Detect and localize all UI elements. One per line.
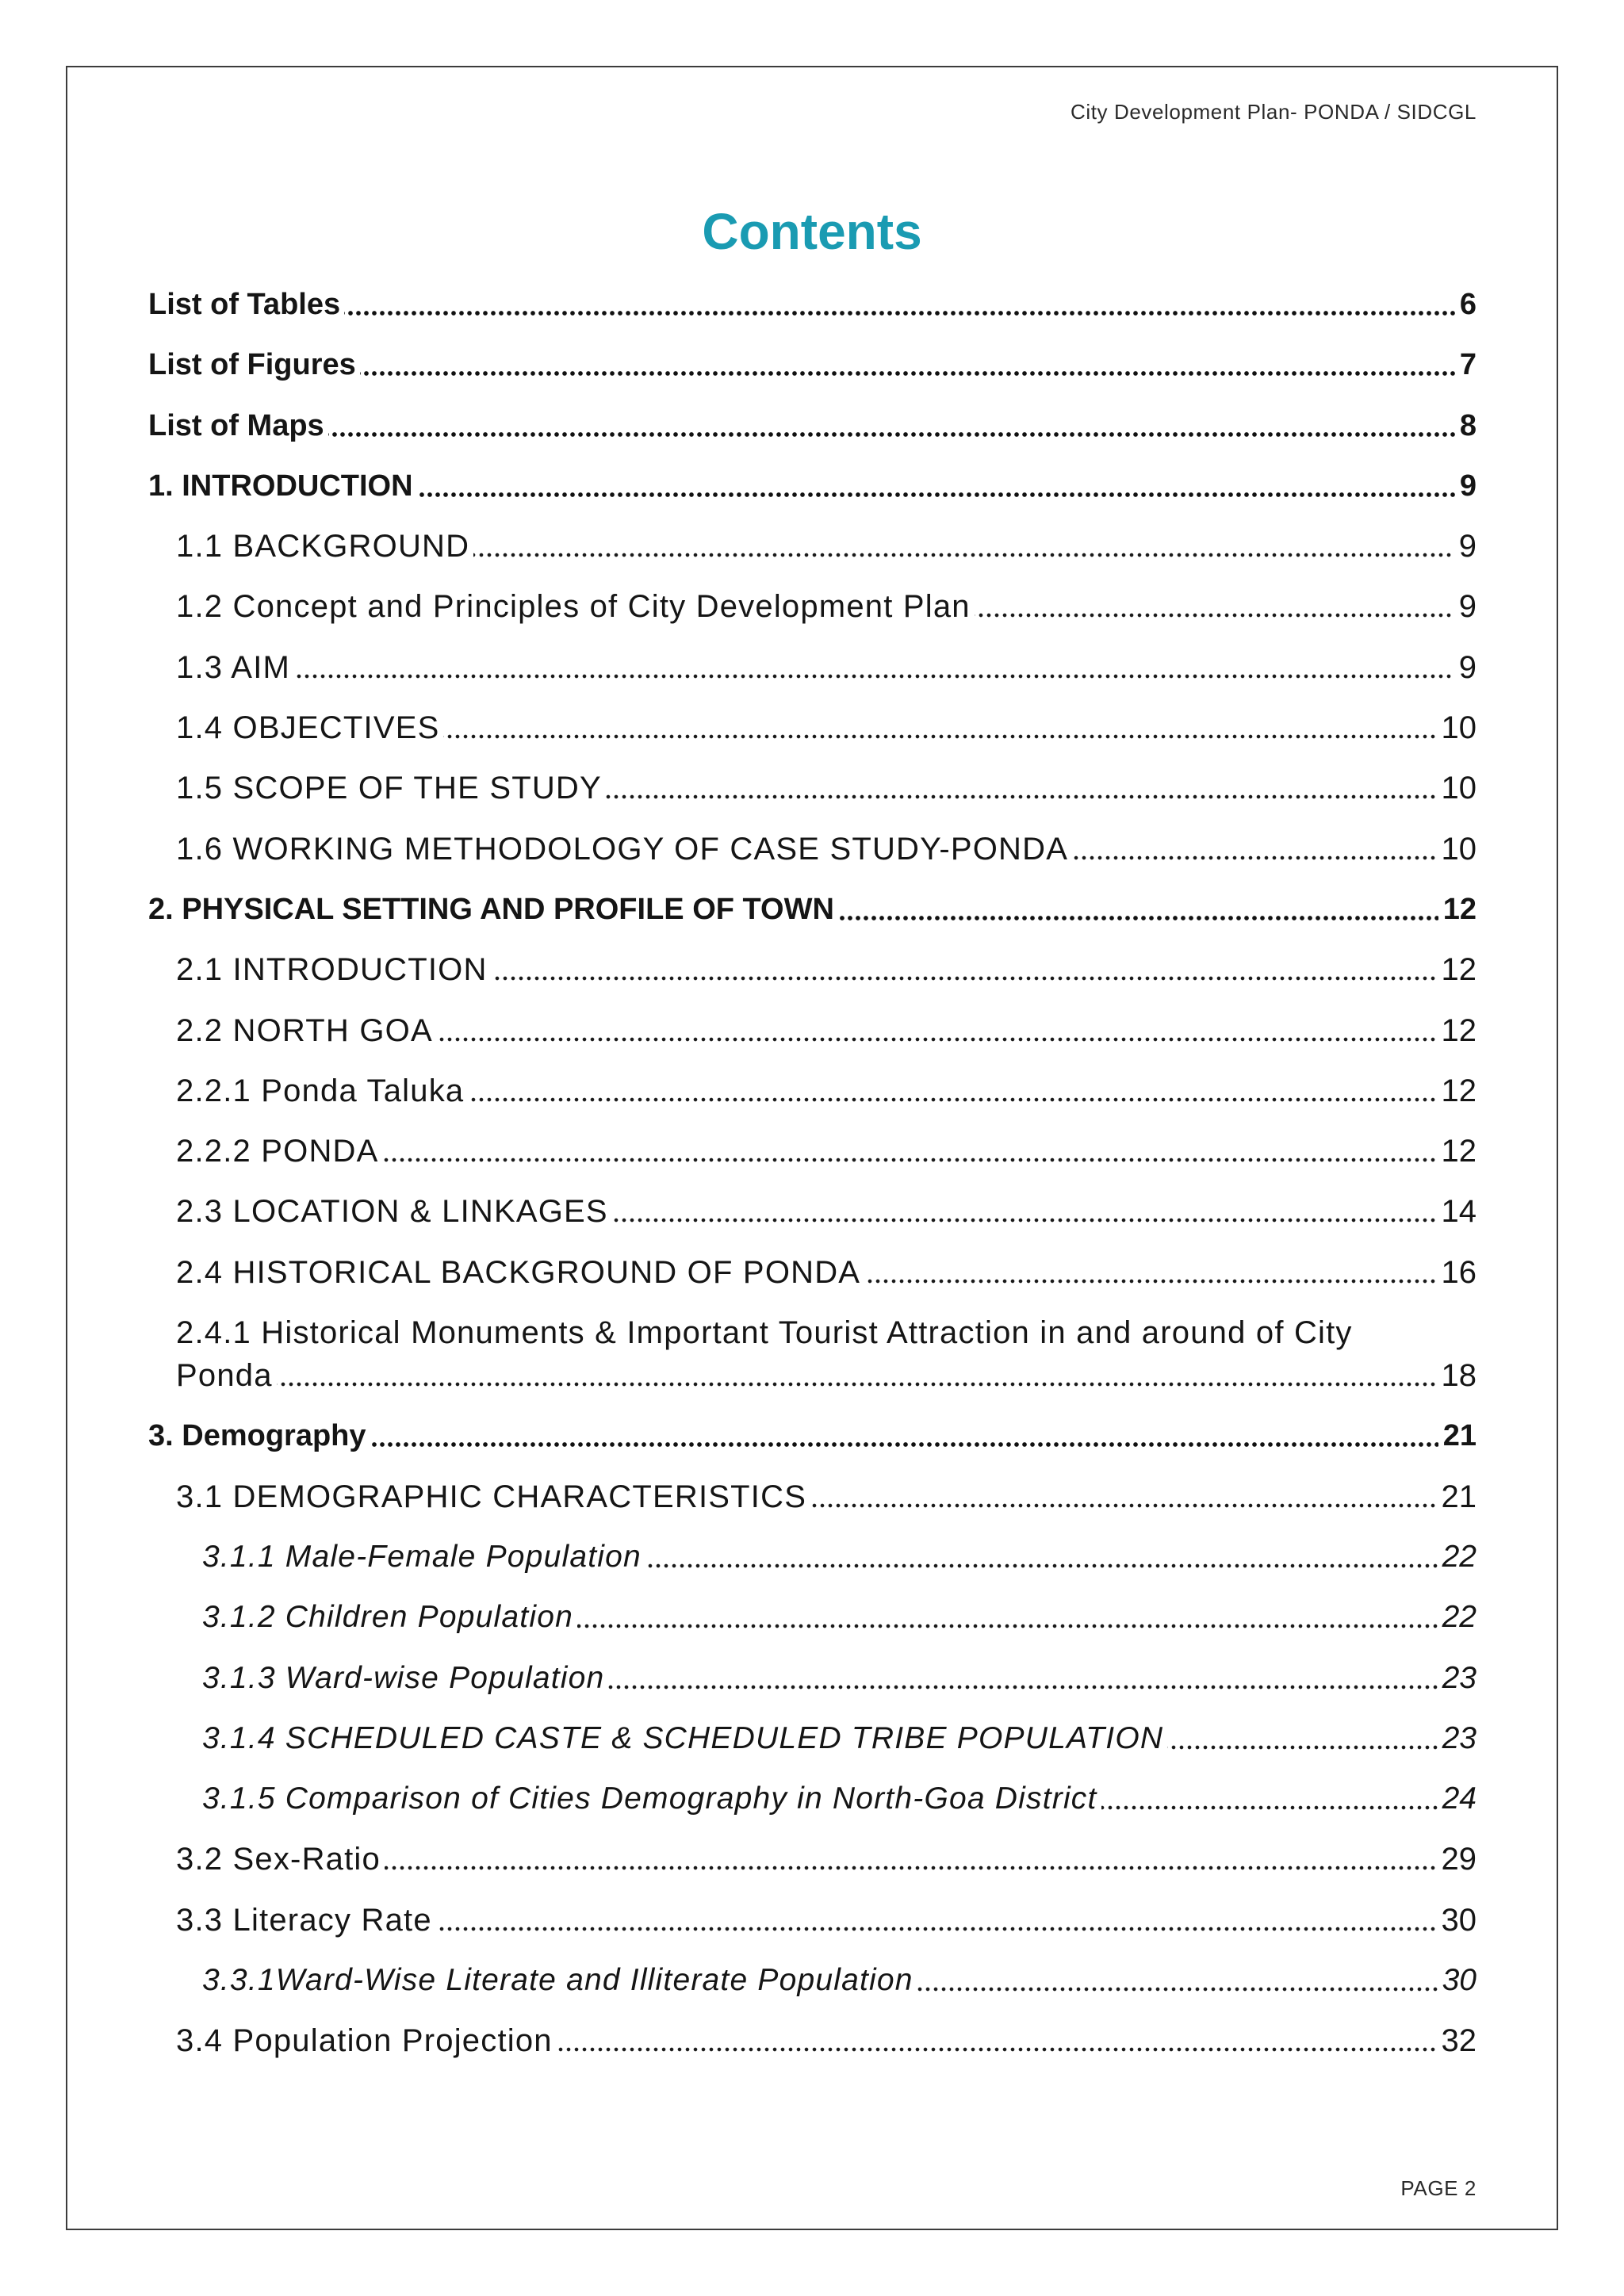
toc-entry[interactable] — [202, 1536, 1477, 1578]
toc-entry-label: 2. PHYSICAL SETTING AND PROFILE OF TOWN — [148, 893, 838, 926]
toc-entry-page: 8 — [1455, 404, 1477, 447]
toc-entry-label: 3.4 Population Projection — [176, 2023, 557, 2058]
toc-entry-label: List of Maps — [148, 409, 328, 442]
toc-entry-page: 7 — [1455, 343, 1477, 386]
toc-entry-label: 3.3.1Ward-Wise Literate and Illiterate Population — [202, 1963, 917, 1997]
toc-entry-label: 3.1.2 Children Population — [202, 1600, 577, 1634]
toc-entry[interactable] — [176, 828, 1477, 871]
toc-entry-label: 3.1.5 Comparison of Cities Demography in North-Goa District — [202, 1781, 1101, 1816]
toc-entry-page: 10 — [1437, 706, 1477, 749]
toc-entry-page: 21 — [1437, 1475, 1477, 1518]
toc-entry[interactable] — [176, 706, 1477, 749]
toc-entry-page: 16 — [1437, 1251, 1477, 1294]
toc-entry-page: 12 — [1437, 1009, 1477, 1052]
toc-entry[interactable] — [176, 767, 1477, 809]
toc-entry[interactable] — [202, 1596, 1477, 1639]
toc-entry-page: 6 — [1455, 283, 1477, 326]
toc-entry-label: 1.3 AIM — [176, 650, 294, 685]
toc-entry-label: 1.6 WORKING METHODOLOGY OF CASE STUDY-PONDA — [176, 832, 1072, 867]
toc-entry-label: 2.4 HISTORICAL BACKGROUND OF PONDA — [176, 1255, 864, 1290]
toc-entry-label: 2.3 LOCATION & LINKAGES — [176, 1194, 612, 1229]
toc-entry-label: 1.1 BACKGROUND — [176, 529, 473, 564]
toc-entry-label: 1. INTRODUCTION — [148, 469, 417, 503]
toc-entry[interactable] — [176, 1130, 1477, 1173]
toc-entry-page: 9 — [1455, 465, 1477, 507]
toc-entry-label: 3. Demography — [148, 1419, 370, 1452]
toc-entry[interactable] — [176, 1311, 1477, 1397]
toc-entry[interactable] — [148, 1414, 1477, 1457]
toc-entry[interactable] — [176, 1009, 1477, 1052]
toc-entry[interactable] — [148, 465, 1477, 507]
table-of-contents — [148, 283, 1477, 2080]
toc-entry[interactable] — [176, 1475, 1477, 1518]
toc-entry-label: List of Tables — [148, 288, 344, 321]
toc-entry[interactable] — [176, 1190, 1477, 1233]
toc-entry-page: 30 — [1438, 1959, 1477, 2002]
toc-entry-label: List of Figures — [148, 348, 360, 381]
toc-entry-label: 3.1.1 Male-Female Population — [202, 1540, 645, 1574]
toc-entry[interactable] — [176, 525, 1477, 568]
toc-entry-page: 12 — [1437, 1070, 1477, 1112]
toc-entry-page: 9 — [1454, 646, 1477, 689]
toc-entry[interactable] — [202, 1717, 1477, 1760]
toc-entry[interactable] — [176, 1838, 1477, 1881]
toc-entry-label: 2.1 INTRODUCTION — [176, 952, 492, 987]
toc-entry[interactable] — [148, 888, 1477, 931]
toc-entry-page: 18 — [1437, 1354, 1477, 1397]
toc-entry-label: 2.2.2 PONDA — [176, 1134, 383, 1169]
toc-entry-label: 3.3 Literacy Rate — [176, 1903, 436, 1938]
toc-entry-page: 32 — [1437, 2019, 1477, 2062]
toc-entry-label: 3.1.3 Ward-wise Population — [202, 1661, 608, 1695]
toc-entry-page: 10 — [1437, 767, 1477, 809]
toc-entry-page: 29 — [1437, 1838, 1477, 1881]
toc-entry-label: 2.2 NORTH GOA — [176, 1013, 437, 1048]
toc-entry-page: 9 — [1454, 585, 1477, 628]
running-header: City Development Plan- PONDA / SIDCGL — [1070, 100, 1477, 124]
toc-entry-label: 2.2.1 Ponda Taluka — [176, 1073, 468, 1108]
toc-entry-page: 21 — [1438, 1414, 1477, 1457]
toc-entry-label: 2.4.1 Historical Monuments & Important Tourist Attraction in and around of City Ponda — [176, 1315, 1353, 1394]
toc-entry[interactable] — [176, 948, 1477, 991]
toc-entry[interactable] — [202, 1959, 1477, 2002]
toc-entry-page: 30 — [1437, 1899, 1477, 1942]
toc-entry-page: 23 — [1438, 1657, 1477, 1700]
page-number-footer: PAGE 2 — [1400, 2176, 1477, 2200]
toc-entry-label: 3.1.4 SCHEDULED CASTE & SCHEDULED TRIBE POPULATION — [202, 1721, 1167, 1755]
toc-entry-label: 1.5 SCOPE OF THE STUDY — [176, 771, 606, 806]
toc-entry-page: 12 — [1437, 1130, 1477, 1173]
toc-entry-label: 1.4 OBJECTIVES — [176, 710, 443, 745]
toc-entry[interactable] — [176, 585, 1477, 628]
toc-entry[interactable] — [202, 1657, 1477, 1700]
toc-entry-page: 9 — [1454, 525, 1477, 568]
toc-entry[interactable] — [176, 646, 1477, 689]
toc-entry[interactable] — [148, 404, 1477, 447]
toc-entry[interactable] — [148, 343, 1477, 386]
toc-entry-label: 3.1 DEMOGRAPHIC CHARACTERISTICS — [176, 1479, 810, 1514]
toc-entry[interactable] — [202, 1777, 1477, 1820]
toc-entry-page: 12 — [1437, 948, 1477, 991]
toc-entry[interactable] — [176, 1070, 1477, 1112]
toc-entry-page: 12 — [1438, 888, 1477, 931]
toc-entry[interactable] — [176, 2019, 1477, 2062]
toc-entry-page: 24 — [1438, 1777, 1477, 1820]
toc-entry-page: 14 — [1437, 1190, 1477, 1233]
toc-entry-label: 1.2 Concept and Principles of City Development Plan — [176, 589, 975, 624]
toc-entry-page: 22 — [1438, 1596, 1477, 1639]
toc-entry[interactable] — [176, 1251, 1477, 1294]
toc-entry[interactable] — [176, 1899, 1477, 1942]
toc-entry-page: 23 — [1438, 1717, 1477, 1760]
toc-entry-page: 22 — [1438, 1536, 1477, 1578]
toc-entry[interactable] — [148, 283, 1477, 326]
toc-title: Contents — [702, 203, 922, 260]
toc-entry-page: 10 — [1437, 828, 1477, 871]
toc-entry-label: 3.2 Sex-Ratio — [176, 1842, 385, 1877]
